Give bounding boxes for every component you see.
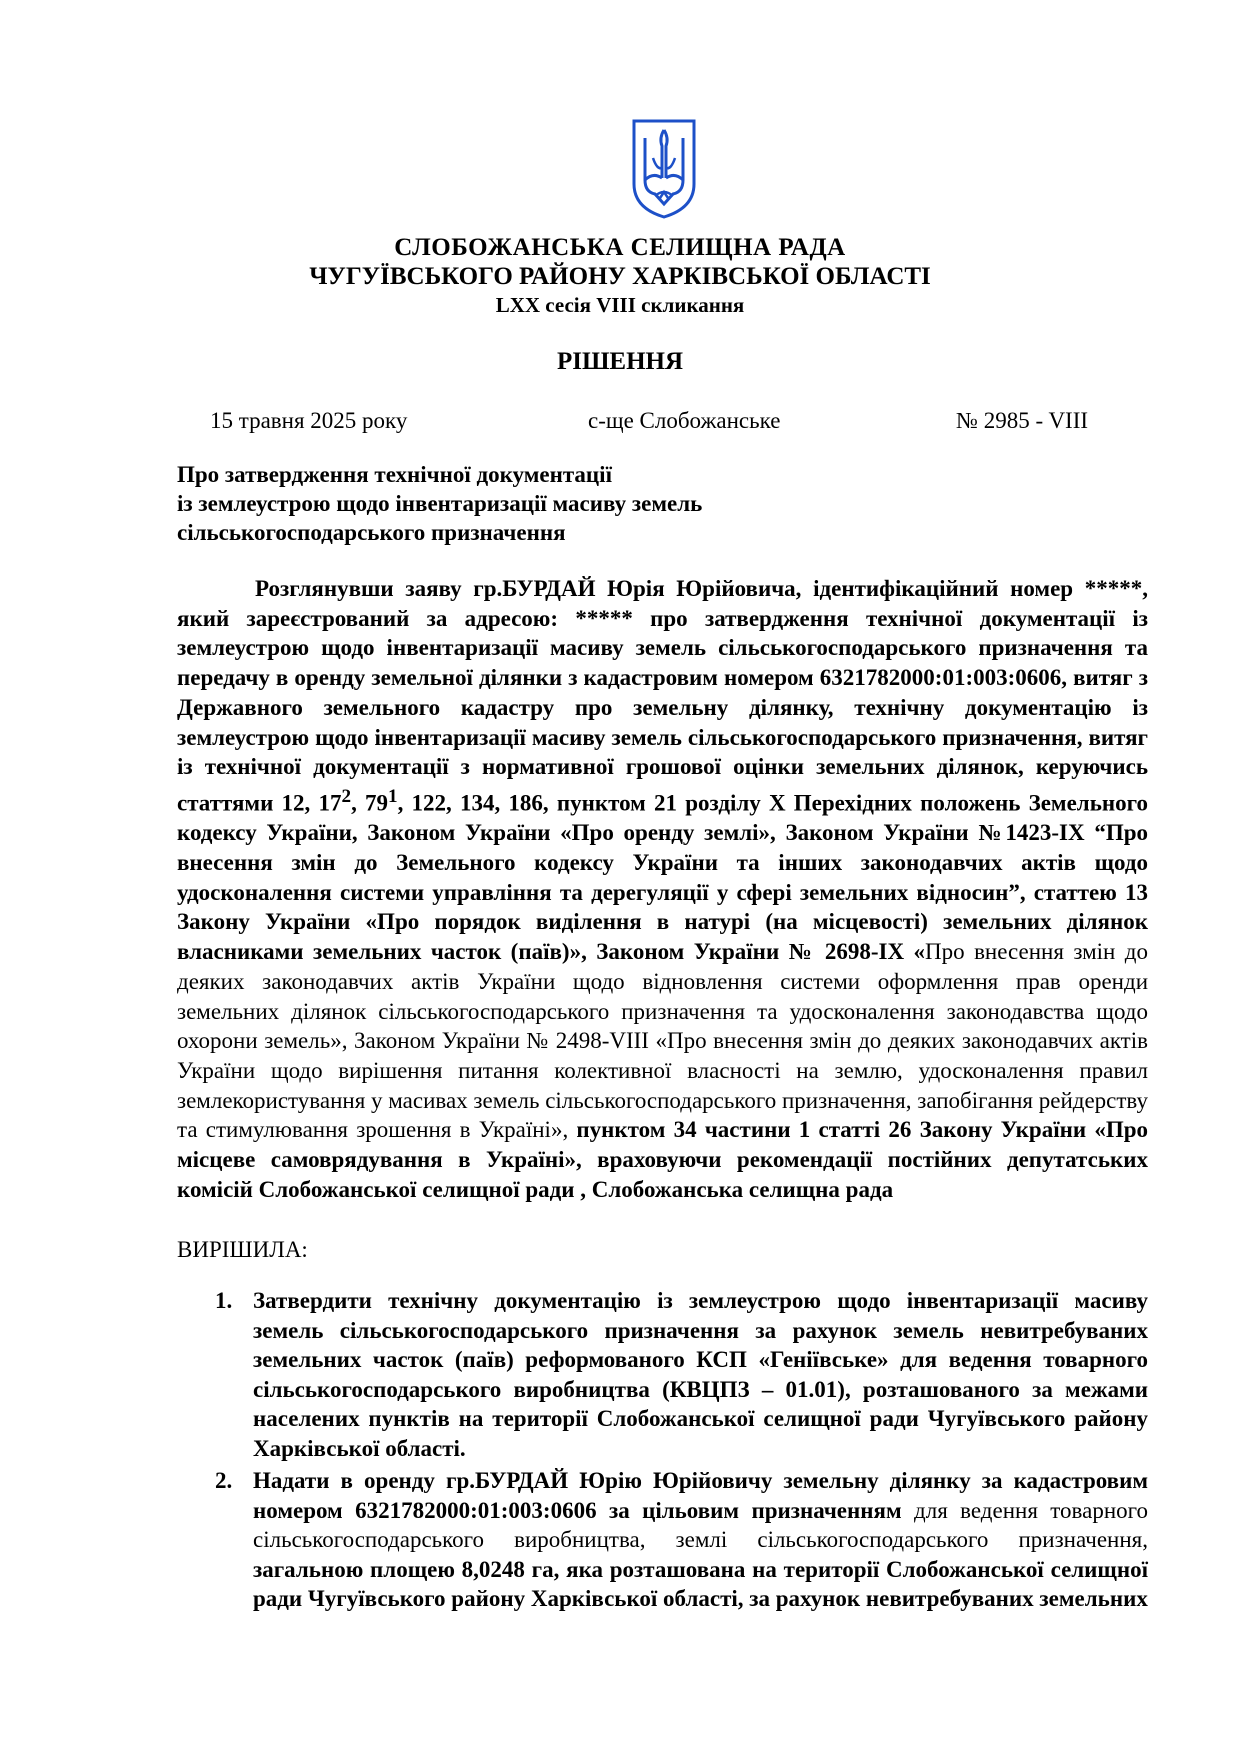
session-line: LXX сесія VIII скликання [495, 293, 745, 317]
item-text: Затвердити технічну документацію із землеустрою щодо інвентаризації масиву земель сільськогосподарського призначення за рахунок земель невитребуваних земельних часток (паїв) реформованого КСП «Геніївське» для ведення товарного сільськогосподарського виробництва (КВЦПЗ – 01.01), розташованого за межами населених пунктів на території Слобожанської селищної ради Чугуївського району Харківської області. [253, 1288, 1148, 1461]
decision-place: с-ще Слобожанське [588, 408, 781, 433]
superscript: 1 [388, 785, 398, 807]
item-number: 1. [215, 1288, 233, 1313]
preamble-text: Про внесення змін до деяких законодавчих актів України щодо відновлення системи оформлення прав оренди земельних ділянок сільськогосподарського призначення та удосконалення законодавства щодо охорони земель», Законом України № 2498-VIII «Про внесення змін до деяких законодавчих актів України щодо вирішення питання колективної власності на землю, удосконалення правил землекористування у масивах земель сільськогосподарського призначення, запобігання рейдерству та стимулювання зрошення в Україні», [177, 939, 1149, 1143]
list-item [177, 1286, 1148, 1463]
decided-heading: ВИРІШИЛА: [177, 1237, 308, 1262]
list-item [177, 1466, 1148, 1614]
superscript: 2 [341, 785, 352, 807]
coat-of-arms-emblem [631, 118, 697, 220]
preamble-paragraph [177, 574, 1148, 1204]
subject-line: сільськогосподарського призначення [177, 520, 566, 545]
item-text: для ведення товарного сільськогосподарського виробництва, землі сільськогосподарського призначення, [253, 1497, 1148, 1552]
district-name: ЧУГУЇВСЬКОГО РАЙОНУ ХАРКІВСЬКОЇ ОБЛАСТІ [309, 263, 931, 290]
decision-list [177, 1286, 1148, 1463]
item-text: Надати в оренду гр.БУРДАЙ Юрію Юрійовичу земельну ділянку за кадастровим номером 6321782000:01:003:0606 за цільовим призначенням [253, 1468, 1148, 1523]
item-number: 2. [215, 1468, 233, 1493]
preamble-text: Розглянувши заяву гр.БУРДАЙ Юрія Юрійовича, ідентифікаційний номер *****, який зареєстрований за адресою: ***** про затвердження технічної документації із землеустрою щодо інвентаризації масиву земель сільськогосподарського призначення та передачу в оренду земельної ділянки з кадастровим номером 6321782000:01:003:0606, витяг з Державного земельного кадастру про земельну ділянку, технічну документацію із землеустрою щодо інвентаризації масиву земель сільськогосподарського призначення, витяг із технічної документації з нормативної грошової оцінки земельних ділянок, керуючись статтями 12, 17 [177, 576, 1148, 816]
document-type: РІШЕННЯ [556, 348, 684, 375]
preamble-text: пунктом 34 частини 1 статті 26 Закону України «Про місцеве самоврядування в Україні», враховуючи рекомендації постійних депутатських комісій Слобожанської селищної ради , Слобожанська селищна рада [177, 1117, 1149, 1202]
subject-line: Про затвердження технічної документації [177, 462, 612, 487]
decision-list [177, 1466, 1148, 1614]
decision-date: 15 травня 2025 року [210, 408, 408, 433]
subject-line: із землеустрою щодо інвентаризації масиву земель [177, 491, 703, 516]
decision-subject [177, 460, 702, 547]
council-name: СЛОБОЖАНСЬКА СЕЛИЩНА РАДА [394, 234, 846, 261]
decision-number: № 2985 - VIII [956, 408, 1089, 433]
preamble-text: , 79 [351, 790, 389, 816]
preamble-text: , 122, 134, 186, пунктом 21 розділу Х Перехідних положень Земельного кодексу України, Законом України «Про оренду землі», Законом України №1423-IX “Про внесення змін до Земельного кодексу України та інших законодавчих актів щодо удосконалення системи управління та дерегуляції у сфері земельних відносин”, статтею 13 Закону України «Про порядок виділення в натурі (на місцевості) земельних ділянок власниками земельних часток (паїв)», Законом України № 2698-IX « [177, 790, 1148, 965]
item-text: загальною площею 8,0248 га, яка розташована на території Слобожанської селищної ради Чугуївського району Харківської області, за рахунок невитребуваних земельних [253, 1556, 1148, 1611]
